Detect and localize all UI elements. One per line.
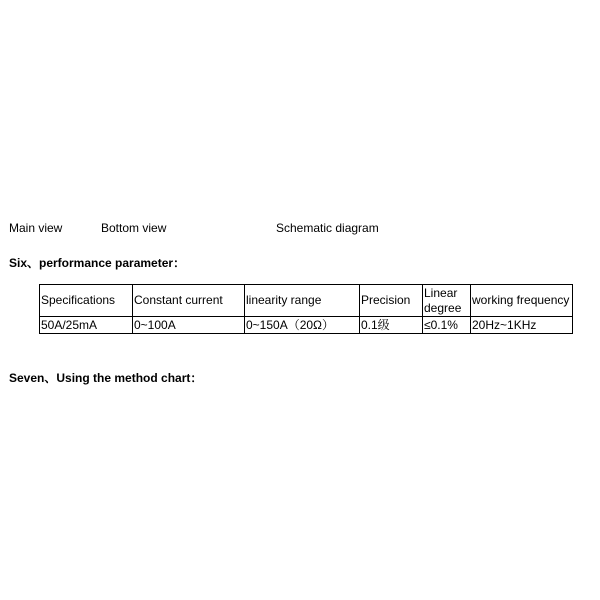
table-row [40, 317, 573, 334]
header-cell-linear-degree: Linear degree [423, 285, 471, 317]
view-labels-row [9, 221, 589, 237]
performance-parameter-table [39, 284, 573, 334]
header-cell-specifications: Specifications [40, 285, 133, 317]
value-cell-specifications: 50A/25mA [40, 317, 133, 334]
bottom-view-label: Bottom view [101, 221, 167, 235]
value-cell-constant-current: 0~100A [133, 317, 245, 334]
value-cell-working-frequency: 20Hz~1KHz [471, 317, 573, 334]
value-cell-linearity-range: 0~150A（20Ω） [245, 317, 360, 334]
main-view-label: Main view [9, 221, 63, 235]
section-seven-heading: Seven、Using the method chart： [9, 371, 203, 385]
header-cell-linearity-range: linearity range [245, 285, 360, 317]
header-cell-precision: Precision [360, 285, 423, 317]
value-cell-linear-degree: ≤0.1% [423, 317, 471, 334]
value-cell-precision: 0.1级 [360, 317, 423, 334]
section-six-heading: Six、performance parameter： [9, 256, 186, 270]
header-cell-constant-current: Constant current [133, 285, 245, 317]
table-header-row [40, 285, 573, 317]
schematic-diagram-label: Schematic diagram [276, 221, 379, 235]
header-cell-working-frequency: working frequency [471, 285, 573, 317]
